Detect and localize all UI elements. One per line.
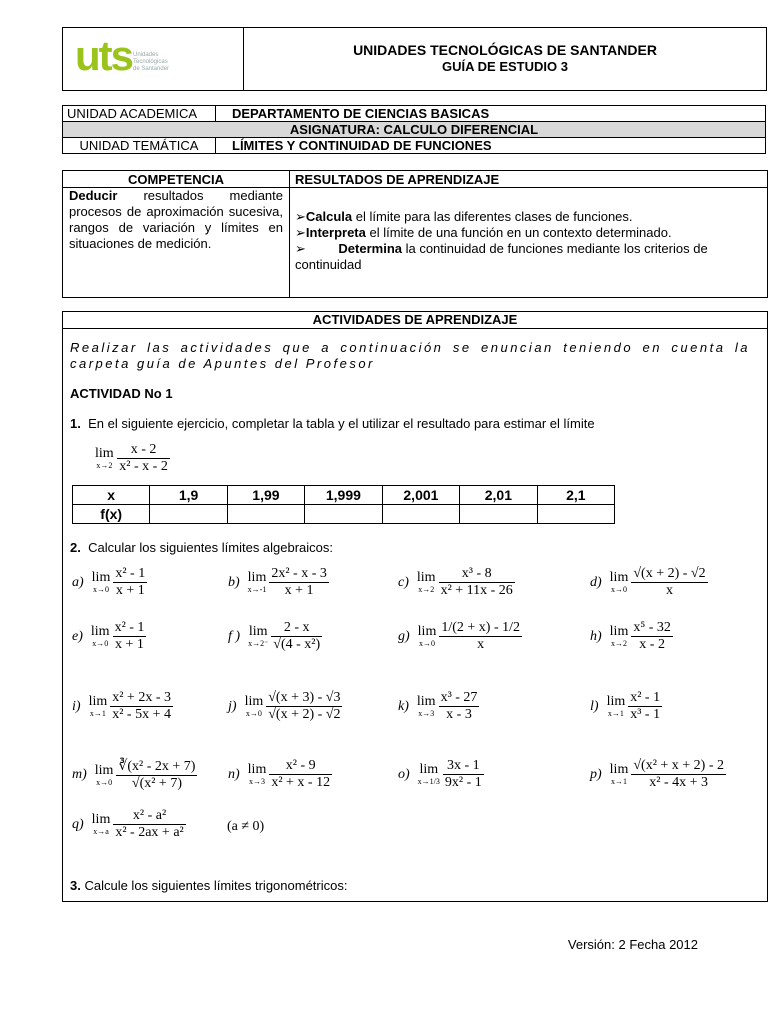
limit-item	[590, 758, 726, 791]
limit-fraction: $\frac{\text{x² - 9}}{\text{x² + x - 12}}$	[271, 758, 331, 790]
document-header	[62, 27, 767, 91]
limit-label: m)	[72, 767, 87, 782]
limit-label: n)	[228, 766, 240, 782]
limit-label: l)	[590, 698, 599, 714]
limit-item	[228, 758, 332, 791]
limit-fraction: $\frac{\text{√(x² + x + 2) - 2}}{\text{x² - 4x + 3}}$	[633, 758, 725, 790]
table-header-cell: x	[73, 486, 150, 505]
question-2: 2. Calcular los siguientes límites algebraicos:	[70, 540, 334, 555]
limit-fraction: $\frac{\text{x² - 1}}{x + 1}$	[114, 620, 145, 652]
limit-operator: lim x→0	[90, 624, 110, 648]
limit-label: d)	[590, 574, 602, 590]
table-header-cell: 1,99	[227, 486, 304, 505]
logo-subtitle: Unidades Tecnológicas de Santander	[133, 52, 170, 72]
limit-label: c)	[398, 574, 409, 590]
limit-fraction: $\frac{2 - x}{\text{√(4 - x²)}}$	[273, 620, 321, 652]
limit-label: f )	[228, 628, 241, 644]
theme-value: LÍMITES Y CONTINUIDAD DE FUNCIONES	[216, 138, 766, 154]
table-header-cell: 1,999	[305, 486, 383, 505]
limit-operator: lim x→2⁻	[248, 624, 269, 648]
limit-label: o)	[398, 766, 410, 782]
limit-operator: lim x→2	[609, 624, 629, 648]
limit-operator: lim x→1	[606, 694, 626, 718]
results-list	[295, 209, 763, 273]
logo-text: uts	[75, 32, 132, 79]
limit-fraction: $\frac{\text{x³ - 8}}{\text{x² + 11x - 26}}$	[440, 566, 513, 598]
limit-label: b)	[228, 574, 240, 590]
table-cell[interactable]	[150, 505, 227, 524]
limit-item	[228, 690, 342, 723]
table-row-label: f(x)	[73, 505, 150, 524]
limit-operator: lim x→1	[88, 694, 108, 718]
values-table	[72, 485, 615, 524]
limit-operator: lim x→-1	[247, 570, 267, 594]
activities-title: ACTIVIDADES DE APRENDIZAJE	[63, 312, 767, 329]
course-info-table	[62, 105, 766, 154]
limit-item	[398, 566, 515, 599]
limit-item	[398, 690, 479, 723]
limit-fraction: $\frac{\text{x² - 1}}{x + 1}$	[115, 566, 146, 598]
limit-fraction: $\frac{\text{x⁵ - 32}}{x - 2}$	[633, 620, 671, 652]
result-item: ➢ Determina la continuidad de funciones mediante los criterios de continuidad	[295, 241, 708, 272]
version-footer: Versión: 2 Fecha 2012	[567, 937, 698, 952]
limit-item	[72, 566, 147, 599]
limit-item	[398, 758, 484, 791]
limit-label: j)	[228, 698, 237, 714]
limit-operator: lim x→3	[416, 694, 436, 718]
limit-label: i)	[72, 698, 81, 714]
limit-item	[590, 690, 662, 723]
limit-operator: lim x→a	[91, 812, 111, 836]
theme-label: UNIDAD TEMÁTICA	[63, 138, 216, 154]
limit-item	[72, 808, 186, 841]
table-header-cell: 2,1	[537, 486, 614, 505]
table-cell[interactable]	[537, 505, 614, 524]
limit-fraction: $\frac{\text{x³ - 27}}{x - 3}$	[440, 690, 478, 722]
limit-operator: lim x→3	[247, 762, 267, 786]
results-title: RESULTADOS DE APRENDIZAJE	[295, 172, 500, 187]
limit-item	[72, 620, 146, 653]
limit-label: q)	[72, 816, 84, 832]
limit-fraction: $\frac{1/(2 + x) - 1/2}{x}$	[441, 620, 521, 652]
limit-operator: lim x→0	[417, 624, 437, 648]
q1-limit-expression: lim x→2 $\frac{x - 2}{\text{x² - x - 2}}$	[95, 442, 168, 474]
limit-item	[228, 566, 329, 599]
institution-title: UNIDADES TECNOLÓGICAS DE SANTANDER	[353, 42, 657, 58]
uts-logo	[63, 28, 244, 90]
unit-value: DEPARTAMENTO DE CIENCIAS BASICAS	[216, 106, 766, 122]
limit-fraction: $\frac{\text{x² + 2x - 3}}{\text{x² - 5x + 4}}$	[112, 690, 171, 722]
table-header-cell: 2,01	[460, 486, 537, 505]
table-header-cell: 2,001	[382, 486, 460, 505]
limit-label: a)	[72, 574, 84, 590]
limit-item	[590, 620, 673, 653]
activity-title: ACTIVIDAD No 1	[70, 386, 173, 401]
competence-table	[62, 170, 768, 298]
q-condition: (a ≠ 0)	[227, 819, 265, 834]
limit-label: e)	[72, 628, 83, 644]
limit-operator: lim x→0	[91, 570, 111, 594]
guide-title: GUÍA DE ESTUDIO 3	[442, 59, 568, 74]
unit-label: UNIDAD ACADEMICA	[63, 106, 216, 122]
limit-operator: lim x→0	[244, 694, 264, 718]
table-cell[interactable]	[460, 505, 537, 524]
limit-item	[228, 620, 322, 653]
limit-label: h)	[590, 628, 602, 644]
activities-intro: Realizar las actividades que a continuación se enuncian teniendo en cuenta la carpeta guía de Apuntes del Profesor	[70, 340, 750, 371]
table-cell[interactable]	[227, 505, 304, 524]
limit-item	[72, 758, 197, 792]
table-header-cell: 1,9	[150, 486, 227, 505]
question-3: 3. Calcule los siguientes límites trigonométricos:	[70, 878, 348, 893]
question-1: 1. En el siguiente ejercicio, completar la tabla y el utilizar el resultado para estimar el límite	[70, 416, 595, 431]
limit-fraction: $\frac{\text{x² - a²}}{\text{x² - 2ax + a²}}$	[115, 808, 184, 840]
limit-label: p)	[590, 766, 602, 782]
limit-fraction: $\frac{\text{∛(x² - 2x + 7)}}{\text{√(x² + 7)}}$	[118, 759, 196, 791]
limit-item	[72, 690, 173, 723]
limit-label: k)	[398, 698, 409, 714]
limit-operator: lim x→0	[94, 762, 114, 787]
limit-fraction: $\frac{\text{2x² - x - 3}}{x + 1}$	[271, 566, 327, 598]
limit-fraction: $\frac{3x - 1}{\text{9x² - 1}}$	[444, 758, 482, 790]
table-cell[interactable]	[305, 505, 383, 524]
limit-fraction: $\frac{√(x + 2) - √2}{x}$	[633, 566, 706, 598]
result-item: ➢Interpreta el límite de una función en un contexto determinado.	[295, 225, 672, 240]
limit-label: g)	[398, 628, 410, 644]
limit-fraction: $\frac{\text{x² - 1}}{\text{x³ - 1}}$	[630, 690, 661, 722]
table-cell[interactable]	[382, 505, 460, 524]
limit-operator: lim x→2	[416, 570, 436, 594]
limit-item	[590, 566, 708, 599]
competence-title: COMPETENCIA	[127, 172, 225, 187]
limit-operator: lim x→1/3	[417, 762, 440, 786]
limit-item	[398, 620, 522, 653]
competence-text: Deducir resultados mediante procesos de aproximación sucesiva, rangos de variación y límites en situaciones de medición.	[69, 188, 283, 251]
limit-operator: lim x→1	[609, 762, 629, 786]
limit-operator: lim x→0	[609, 570, 629, 594]
subject-title: ASIGNATURA: CALCULO DIFERENCIAL	[63, 122, 766, 138]
result-item: ➢Calcula el límite para las diferentes clases de funciones.	[295, 209, 633, 224]
limit-fraction: $\frac{√(x + 3) - √3}{√(x + 2) - √2}$	[268, 690, 341, 722]
